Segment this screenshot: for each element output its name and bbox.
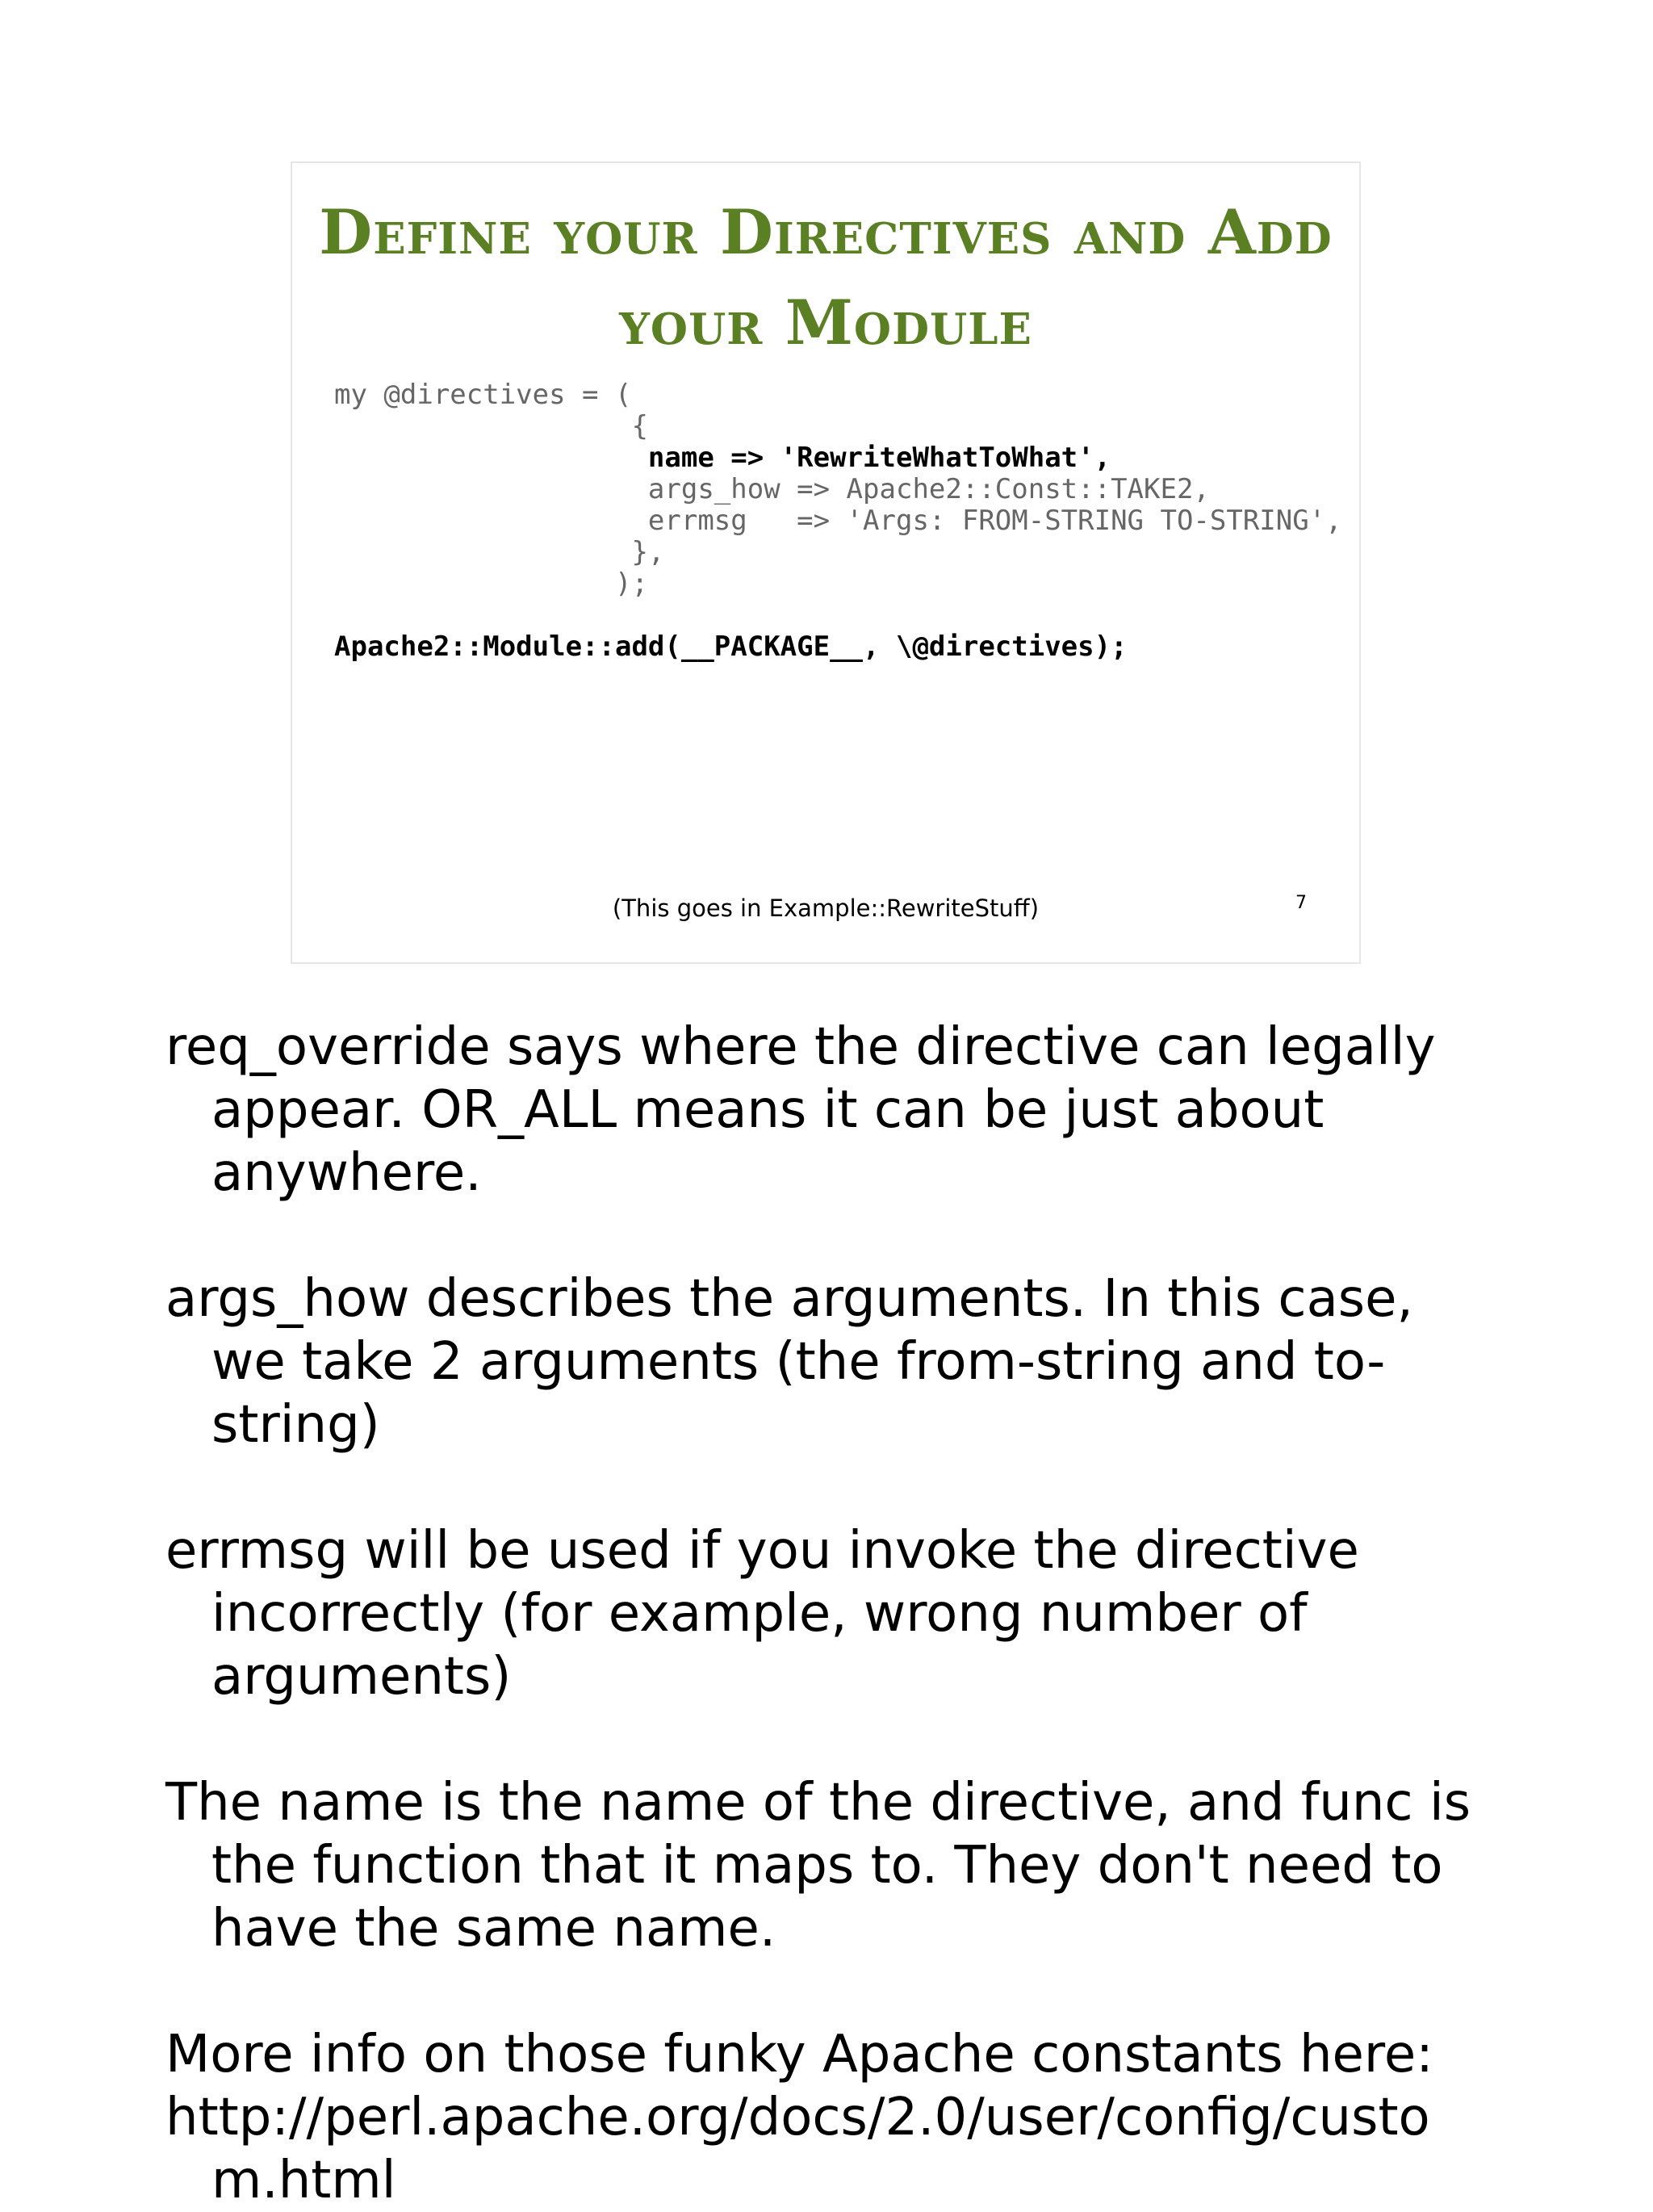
code-blank-line [334,600,1342,631]
speaker-notes [165,1016,1489,2212]
note-paragraph: args_how describes the arguments. In this case, we take 2 arguments (the from-string and to-string) [165,1269,1413,1455]
note-paragraph: req_override says where the directive can legally appear. OR_ALL means it can be just about anywhere. [165,1017,1436,1203]
slide-number: 7 [1295,893,1307,913]
slide-title-line-1: Define your Directives and Add [319,196,1333,268]
note-paragraph: More info on those funky Apache constants here: [165,2025,1433,2084]
code-line-1: my @directives = ( [334,379,632,411]
code-line-8: Apache2::Module::add(__PACKAGE__, \@directives); [334,631,1128,663]
code-block [334,379,1342,663]
code-line-6: }, [334,536,665,568]
note-paragraph: errmsg will be used if you invoke the directive incorrectly (for example, wrong number of arguments) [165,1521,1359,1707]
note-link[interactable]: http://perl.apache.org/docs/2.0/user/config/custom.html [165,2088,1430,2210]
code-line-2: { [334,410,648,442]
code-line-3: name => 'RewriteWhatToWhat', [334,442,1111,474]
note-paragraph: The name is the name of the directive, and func is the function that it maps to. They don't need to have the same name. [165,1773,1471,1959]
code-line-4: args_how => Apache2::Const::TAKE2, [334,473,1210,505]
slide [291,161,1361,964]
code-line-7: ); [334,568,648,600]
slide-title [292,187,1359,368]
code-line-5: errmsg => 'Args: FROM-STRING TO-STRING', [334,505,1342,537]
slide-title-line-2: your Module [619,287,1032,358]
slide-footer: (This goes in Example::RewriteStuff) [612,894,1040,922]
